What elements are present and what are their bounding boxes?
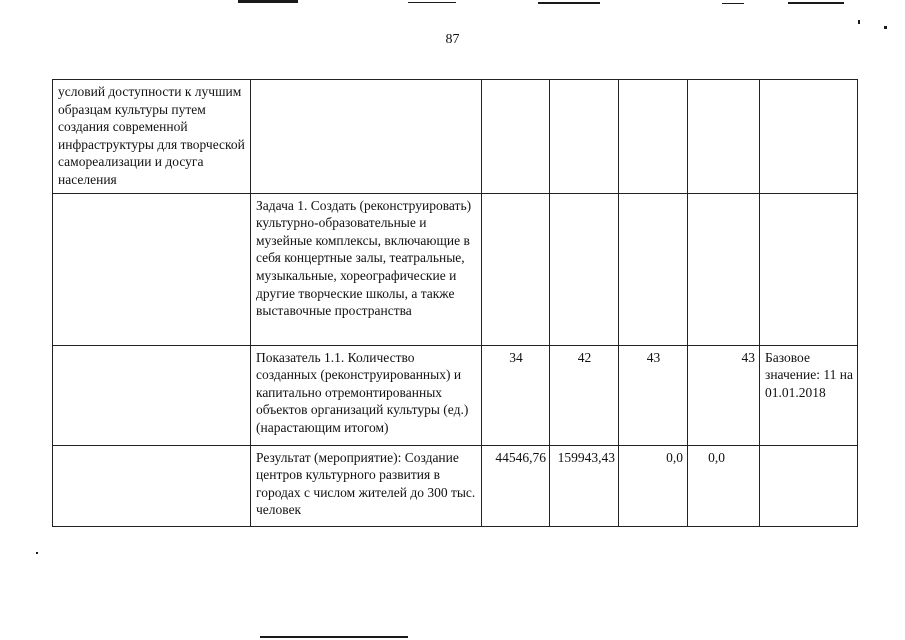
goal-cell [53, 193, 251, 345]
value-cell-2 [550, 80, 619, 194]
note-cell [760, 80, 858, 194]
scan-artifact-top-left [238, 0, 298, 3]
value-cell-2: 42 [550, 345, 619, 445]
table-row-goal [53, 80, 858, 194]
note-cell: Базовое значение: 11 на 01.01.2018 [760, 345, 858, 445]
value-cell-1: 34 [482, 345, 550, 445]
note-cell [760, 445, 858, 526]
table-row-result [53, 445, 858, 526]
item-cell: Результат (мероприятие): Создание центров культурного развития в городах с числом жителей до 300 тыс. человек [251, 445, 482, 526]
value-cell-1 [482, 80, 550, 194]
item-cell [251, 80, 482, 194]
note-cell [760, 193, 858, 345]
scan-artifact-dot-2 [884, 26, 887, 29]
value-cell-1: 44546,76 [482, 445, 550, 526]
item-cell: Задача 1. Создать (реконструировать) культурно-образовательные и музейные комплексы, включающие в себя концертные залы, театральные, музыкальные, хореографические и другие творческие школы, а также выставочные пространства [251, 193, 482, 345]
scan-artifact-left-dot [36, 552, 38, 554]
scan-artifact-top-line-1 [408, 2, 456, 3]
goal-cell [53, 345, 251, 445]
goal-cell [53, 445, 251, 526]
value-cell-3 [619, 193, 688, 345]
goal-cell: условий доступности к лучшим образцам культуры путем создания современной инфраструктуры для творческой самореализации и досуга населения [53, 80, 251, 194]
value-cell-4: 43 [688, 345, 760, 445]
value-cell-1 [482, 193, 550, 345]
scan-artifact-bottom-line [260, 636, 408, 638]
scan-artifact-top-line-2 [538, 2, 600, 4]
scan-artifact-dot-1 [858, 20, 860, 24]
value-cell-4 [688, 193, 760, 345]
table-row-indicator [53, 345, 858, 445]
value-cell-3 [619, 80, 688, 194]
value-cell-2: 159943,43 [550, 445, 619, 526]
indicator-table [52, 79, 858, 527]
value-cell-2 [550, 193, 619, 345]
scan-artifact-top-line-4 [788, 2, 844, 4]
value-cell-4: 0,0 [688, 445, 760, 526]
value-cell-3: 43 [619, 345, 688, 445]
scan-artifact-top-line-3 [722, 3, 744, 4]
item-cell: Показатель 1.1. Количество созданных (реконструированных) и капитально отремонтированных объектов организаций культуры (ед.) (нарастающим итогом) [251, 345, 482, 445]
value-cell-4 [688, 80, 760, 194]
table-row-task [53, 193, 858, 345]
value-cell-3: 0,0 [619, 445, 688, 526]
page-number: 87 [445, 32, 460, 47]
